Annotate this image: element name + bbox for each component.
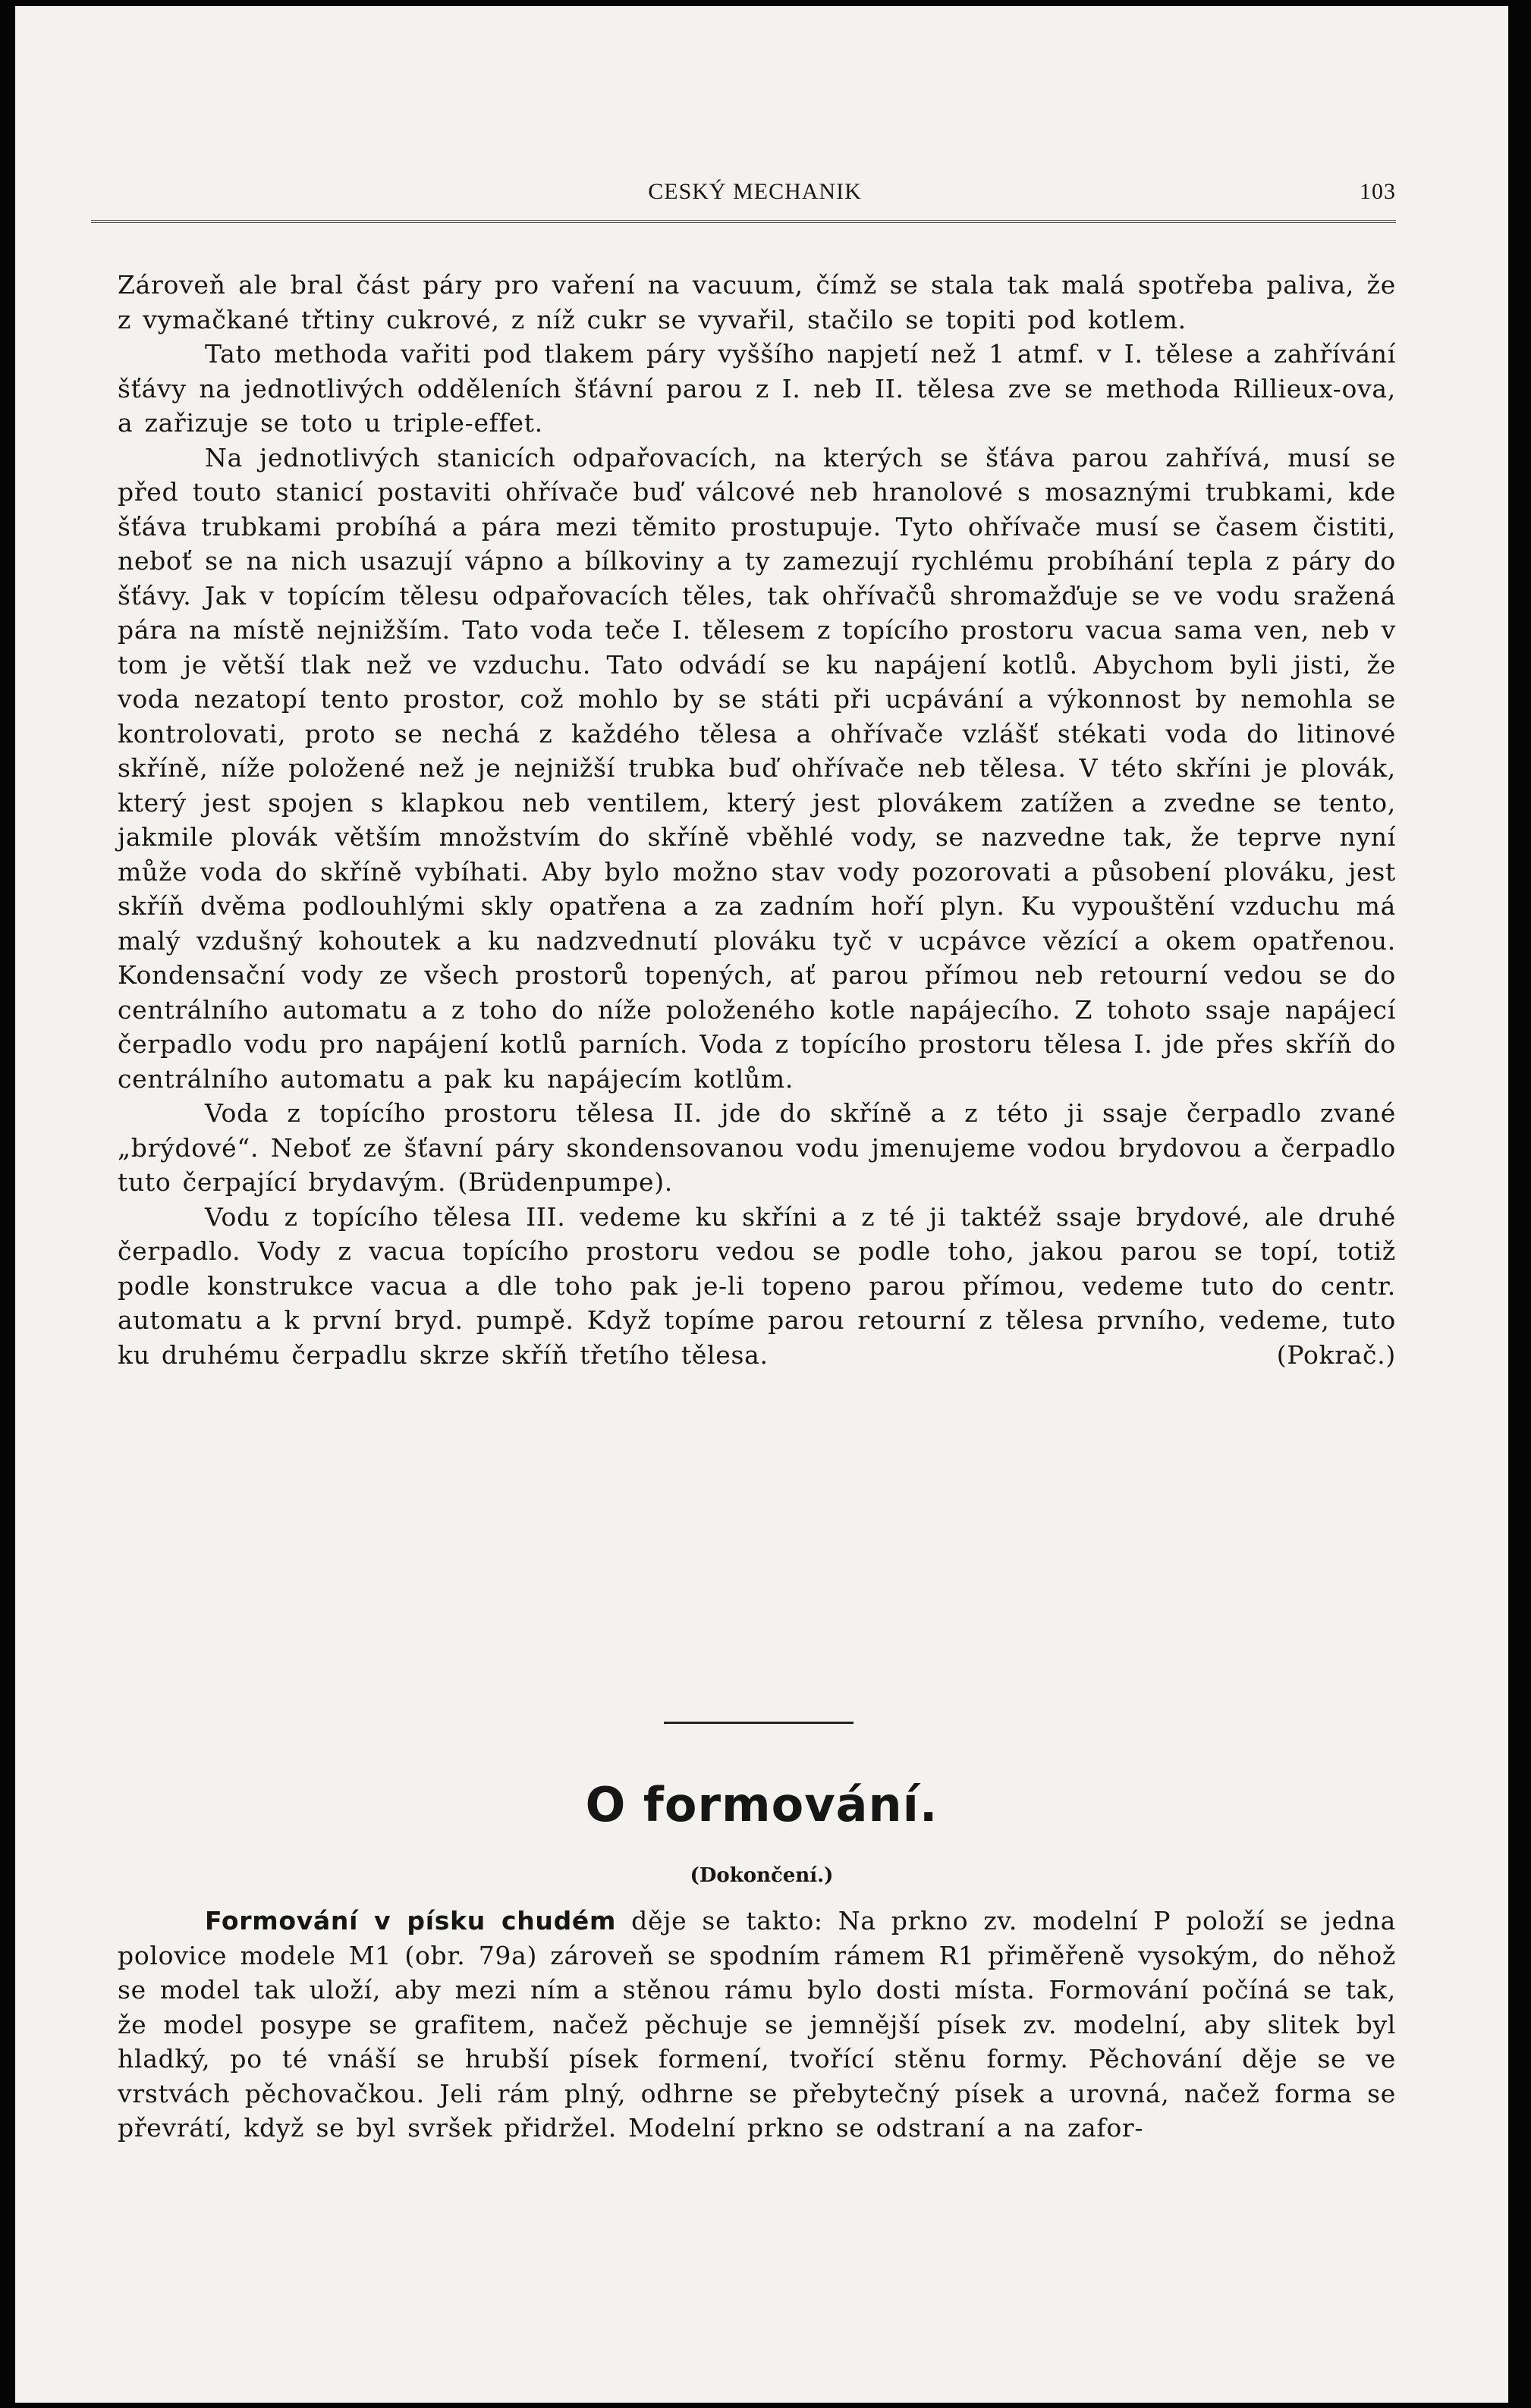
section-divider <box>664 1722 854 1724</box>
page-number: 103 <box>1360 179 1396 204</box>
paragraph <box>118 1904 1396 2146</box>
continuation-note: (Pokrač.) <box>1276 1339 1396 1370</box>
header-rule <box>91 220 1396 223</box>
paragraph: Na jednotlivých stanicích odpařovacích, na kterých se šťáva parou zahřívá, musí se před touto stanicí postaviti ohřívače buď válcové neb hranolové s mosaznými trubkami, kde šťáva trubkami probíhá a pára mezi těmito prostupuje. Tyto ohřívače musí se časem čistiti, neboť se na nich usazují vápno a bílkoviny a ty zamezují rychlému probíhání tepla z páry do šťávy. Jak v topícím tělesu odpařovacích těles, tak ohřívačů shromažďuje se ve vodu sražená pára na místě nejnižším. Tato voda teče I. tělesem z topícího prostoru vacua sama ven, neb v tom je větší tlak než ve vzduchu. Tato odvádí se ku napájení kotlů. Abychom byli jisti, že voda nezatopí tento prostor, což mohlo by se státi při ucpávání a výkonnost by nemohla se kontrolovati, proto se nechá z každého tělesa a ohřívače vzlášť stékati voda do litinové skříně, níže položené než je nejnižší trubka buď ohřívače neb tělesa. V této skříni je plovák, který jest spojen s klapkou neb ventilem, který jest plovákem zatížen a zvedne se tento, jakmile plovák větším množstvím do skříně vběhlé vody, se nazvedne tak, že teprve nyní může voda do skříně vybíhati. Aby bylo možno stav vody pozorovati a působení plováku, jest skříň dvěma podlouhlými skly opatřena a za zadním hoří plyn. Ku vypouštění vzduchu má malý vzdušný kohoutek a ku nadzvednutí plováku tyč v ucpávce vězící a okem opatřenou. Kondensační vody ze všech prostorů topených, ať parou přímou neb retourní vedou se do centrálního automatu a z toho do níže položeného kotle napájecího. Z tohoto ssaje napájecí čerpadlo vodu pro napájení kotlů parních. Voda z topícího prostoru tělesa I. jde přes skříň do centrálního automatu a pak ku napájecím kotlům. <box>118 442 1396 1094</box>
article-body <box>118 1904 1396 2146</box>
article-subtitle: (Dokončení.) <box>690 1864 834 1887</box>
paragraph: Tato methoda vařiti pod tlakem páry vyššího napjetí než 1 atmf. v I. tělese a zahřívání šťávy na jednotlivých odděleních šťávní parou z I. neb II. tělesa zve se methoda Rillieux-ova, a zařizuje se toto u triple-effet. <box>118 339 1396 438</box>
paragraph-last <box>118 1200 1396 1373</box>
paragraph: Voda z topícího prostoru tělesa II. jde do skříně a z této ji ssaje čerpadlo zvané „brýdové“. Neboť ze šťavní páry skondensovanou vodu jmenujeme vodou brydovou a čerpadlo tuto čerpající brydavým. (Brüdenpumpe). <box>118 1098 1396 1197</box>
paragraph-text: děje se takto: Na prkno zv. modelní P položí se jedna polovice modele M1 (obr. 79a) zároveň se spodním rámem R1 přiměřeně vysokým, do něhož se model tak uloží, aby mezi ním a stěnou rámu bylo dosti místa. Formování počíná se tak, že model posype se grafitem, načež pěchuje se jemnější písek zv. modelní, aby slitek byl hladký, po té vnáší se hrubší písek formení, tvořící stěnu formy. Pěchování děje se ve vrstvách pěchovačkou. Jeli rám plný, odhrne se přebytečný písek a urovná, načež forma se převrátí, když se byl svršek přidržel. Modelní prkno se odstraní a na zafor- <box>118 1906 1396 2143</box>
scanned-page <box>15 6 1508 2403</box>
running-title: CESKÝ MECHANIK <box>648 179 862 204</box>
article-continued-text <box>118 268 1396 1372</box>
paragraph: Zároveň ale bral část páry pro vaření na vacuum, čímž se stala tak malá spotřeba paliva, že z vymačkané třtiny cukrové, z níž cukr se vyvařil, stačilo se topiti pod kotlem. <box>118 270 1396 334</box>
page-header <box>114 179 1396 209</box>
article-title: O formování. <box>585 1777 938 1832</box>
paragraph-last-text: Vodu z topícího tělesa III. vedeme ku skříni a z té ji taktéž ssaje brydové, ale druhé čerpadlo. Vody z vacua topícího prostoru vedou se podle toho, jakou parou se topí, totiž podle konstrukce vacua a dle toho pak je-li topeno parou přímou, vedeme tuto do centr. automatu a k první bryd. pumpě. Když topíme parou retourní z tělesa prvního, vedeme, tuto ku druhému čerpadlu skrze skříň třetího tělesa. <box>118 1201 1396 1370</box>
lead-phrase: Formování v písku chudém <box>205 1906 617 1936</box>
